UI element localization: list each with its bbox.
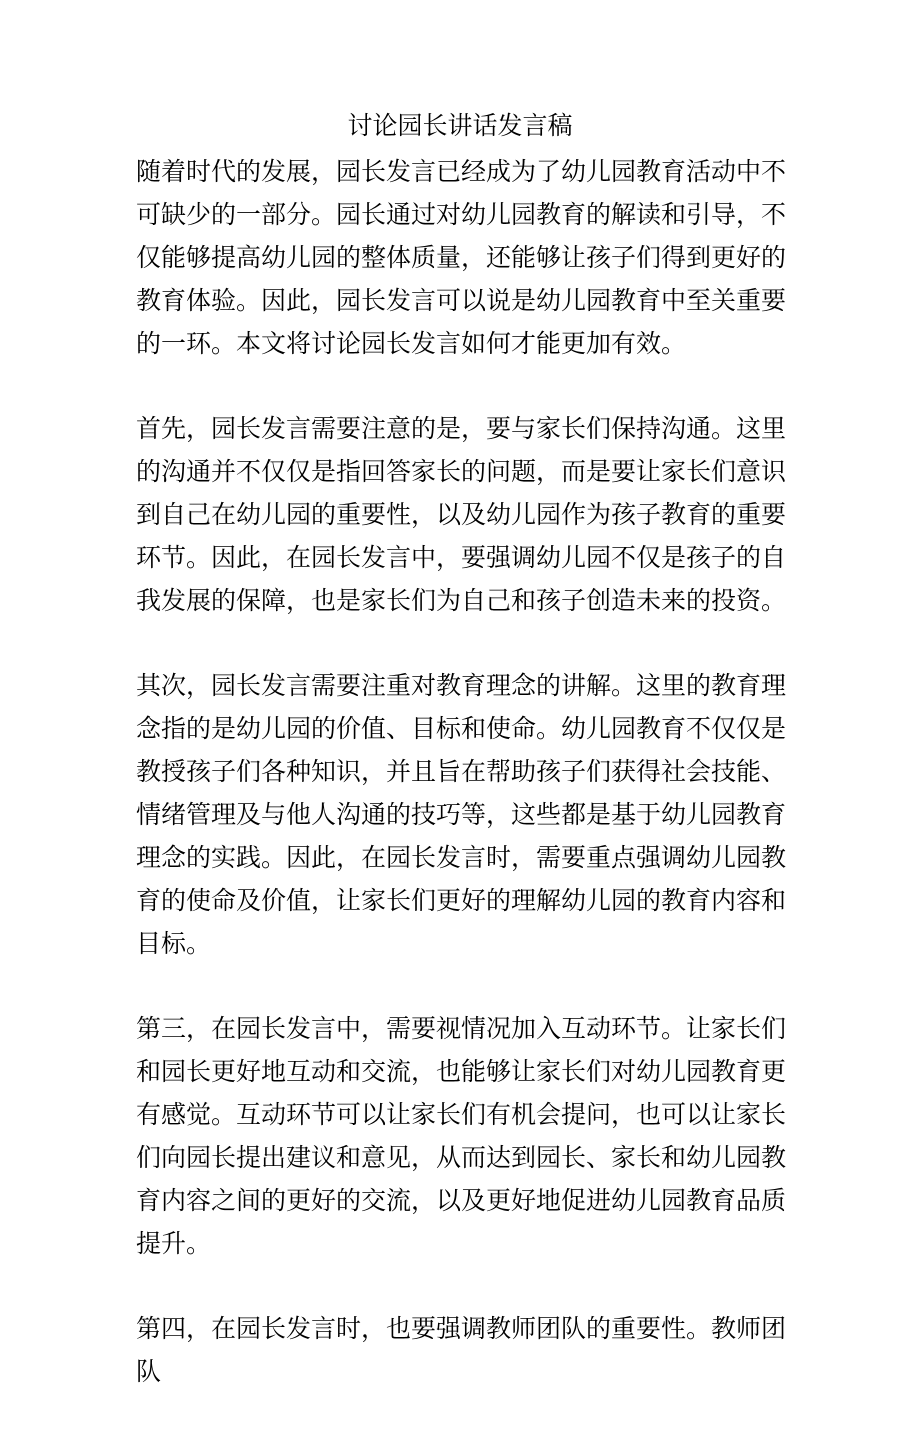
document-title: 讨论园长讲话发言稿 xyxy=(347,111,573,140)
paragraph-4: 第三，在园长发言中，需要视情况加入互动环节。让家长们和园长更好地互动和交流，也能够让家长们对幼儿园教育更有感觉。互动环节可以让家长们有机会提问，也可以让家长们向园长提出建议和意见，从而达到园长、家长和幼儿园教育内容之间的更好的交流，以及更好地促进幼儿园教育品质提升。 xyxy=(136,1014,787,1258)
document-body xyxy=(136,150,786,1435)
paragraph-5: 第四，在园长发言时，也要强调教师团队的重要性。教师团队 xyxy=(136,1314,787,1386)
paragraph-1: 随着时代的发展，园长发言已经成为了幼儿园教育活动中不可缺少的一部分。园长通过对幼儿园教育的解读和引导，不仅能够提高幼儿园的整体质量，还能够让孩子们得到更好的教育体验。因此，园长发言可以说是幼儿园教育中至关重要的一环。本文将讨论园长发言如何才能更加有效。 xyxy=(136,157,787,358)
paragraph-2: 首先，园长发言需要注意的是，要与家长们保持沟通。这里的沟通并不仅仅是指回答家长的问题，而是要让家长们意识到自己在幼儿园的重要性，以及幼儿园作为孩子教育的重要环节。因此，在园长发言中，要强调幼儿园不仅是孩子的自我发展的保障，也是家长们为自己和孩子创造未来的投资。 xyxy=(136,414,787,615)
paragraph-3: 其次，园长发言需要注重对教育理念的讲解。这里的教育理念指的是幼儿园的价值、目标和使命。幼儿园教育不仅仅是教授孩子们各种知识，并且旨在帮助孩子们获得社会技能、情绪管理及与他人沟通的技巧等，这些都是基于幼儿园教育理念的实践。因此，在园长发言时，需要重点强调幼儿园教育的使命及价值，让家长们更好的理解幼儿园的教育内容和目标。 xyxy=(136,671,787,958)
